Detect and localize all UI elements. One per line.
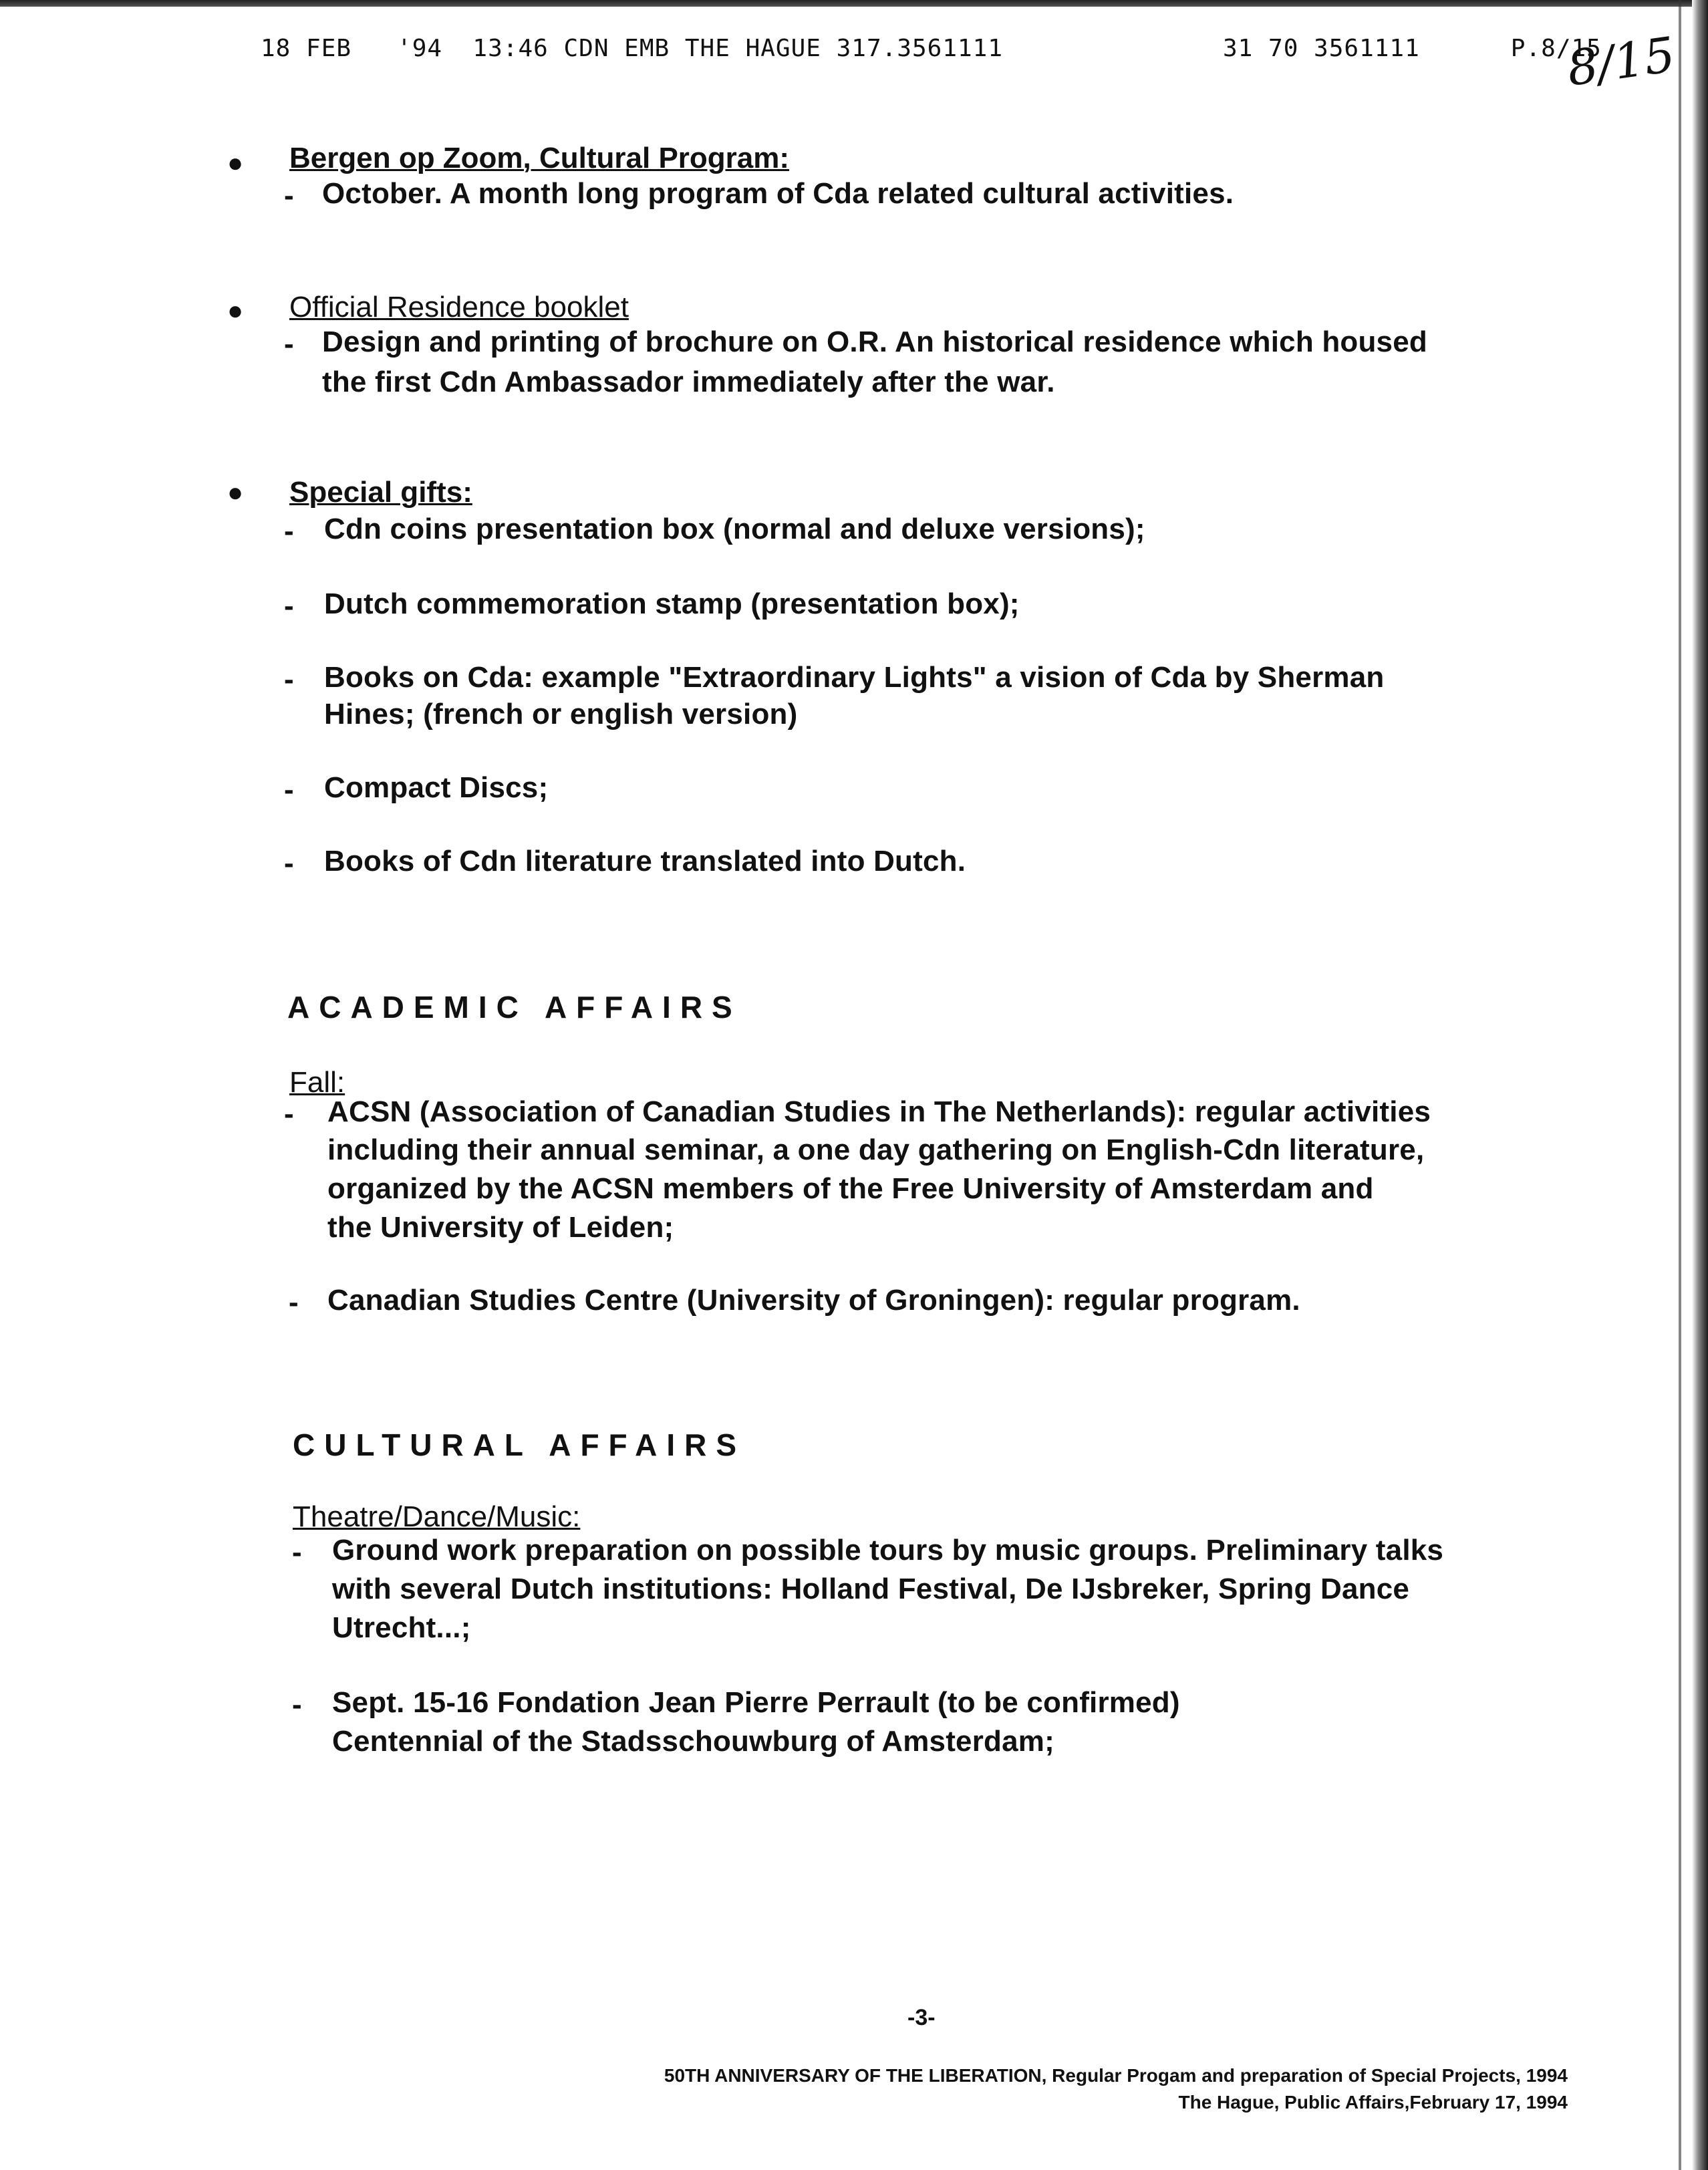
- item-line: the first Cdn Ambassador immediately after the war.: [322, 366, 1055, 398]
- dash-marker: -: [292, 1536, 302, 1569]
- gift-line: Books on Cda: example "Extraordinary Lights" a vision of Cda by Sherman: [324, 661, 1385, 694]
- academic-line: the University of Leiden;: [327, 1211, 674, 1244]
- footer-line-1: 50TH ANNIVERSARY OF THE LIBERATION, Regular Progam and preparation of Special Projects, 1994: [664, 2065, 1568, 2086]
- dash-marker: -: [292, 1688, 302, 1721]
- handwritten-page-mark: 8/15: [1563, 26, 1679, 97]
- page-number: -3-: [907, 2005, 936, 2030]
- page-edge-top: [0, 0, 1708, 7]
- gift-line: Hines; (french or english version): [324, 698, 798, 730]
- footer-line-2: The Hague, Public Affairs,February 17, 1994: [1178, 2092, 1568, 2113]
- item-heading: Official Residence booklet: [289, 291, 629, 323]
- item-line: October. A month long program of Cda related cultural activities.: [322, 177, 1234, 210]
- dash-marker: -: [284, 1097, 294, 1130]
- dash-marker: -: [284, 179, 294, 212]
- dash-marker: -: [284, 663, 294, 696]
- gift-line: Compact Discs;: [324, 771, 549, 804]
- fax-header-right: 31 70 3561111 P.8/15: [1223, 35, 1602, 62]
- dash-marker: -: [284, 773, 294, 806]
- fax-header: [261, 35, 1664, 75]
- cultural-line: Sept. 15-16 Fondation Jean Pierre Perrault (to be confirmed): [332, 1686, 1180, 1719]
- section-subheading: Fall:: [289, 1066, 345, 1099]
- section-title-academic: ACADEMIC AFFAIRS: [287, 990, 742, 1025]
- dash-marker: -: [284, 589, 294, 622]
- page-edge-right: [1692, 0, 1708, 2170]
- academic-line: organized by the ACSN members of the Free University of Amsterdam and: [327, 1172, 1374, 1205]
- item-heading: Bergen op Zoom, Cultural Program:: [289, 142, 790, 174]
- fax-header-left: 18 FEB '94 13:46 CDN EMB THE HAGUE 317.3561111: [261, 35, 1004, 62]
- dash-marker: -: [289, 1286, 299, 1319]
- bullet-icon: ●: [227, 296, 244, 325]
- section-subheading: Theatre/Dance/Music:: [293, 1500, 581, 1533]
- dash-marker: -: [284, 847, 294, 879]
- page-edge-line: [1679, 0, 1681, 2170]
- gift-line: Cdn coins presentation box (normal and deluxe versions);: [324, 513, 1145, 545]
- gift-line: Books of Cdn literature translated into Dutch.: [324, 845, 966, 877]
- gift-line: Dutch commemoration stamp (presentation box);: [324, 587, 1020, 620]
- item-line: Design and printing of brochure on O.R. An historical residence which housed: [322, 325, 1427, 358]
- academic-line: Canadian Studies Centre (University of Groningen): regular program.: [327, 1284, 1300, 1317]
- bullet-icon: ●: [227, 478, 244, 507]
- academic-line: including their annual seminar, a one day gathering on English-Cdn literature,: [327, 1133, 1425, 1166]
- cultural-line: with several Dutch institutions: Holland Festival, De IJsbreker, Spring Dance: [332, 1573, 1410, 1605]
- item-heading: Special gifts:: [289, 476, 472, 509]
- bullet-icon: ●: [227, 148, 244, 178]
- academic-line: ACSN (Association of Canadian Studies in The Netherlands): regular activities: [327, 1095, 1431, 1128]
- dash-marker: -: [284, 515, 294, 547]
- dash-marker: -: [284, 327, 294, 360]
- cultural-line: Ground work preparation on possible tours by music groups. Preliminary talks: [332, 1534, 1444, 1567]
- cultural-line: Utrecht...;: [332, 1611, 471, 1644]
- cultural-line: Centennial of the Stadsschouwburg of Amsterdam;: [332, 1725, 1054, 1758]
- section-title-cultural: CULTURAL AFFAIRS: [293, 1428, 746, 1462]
